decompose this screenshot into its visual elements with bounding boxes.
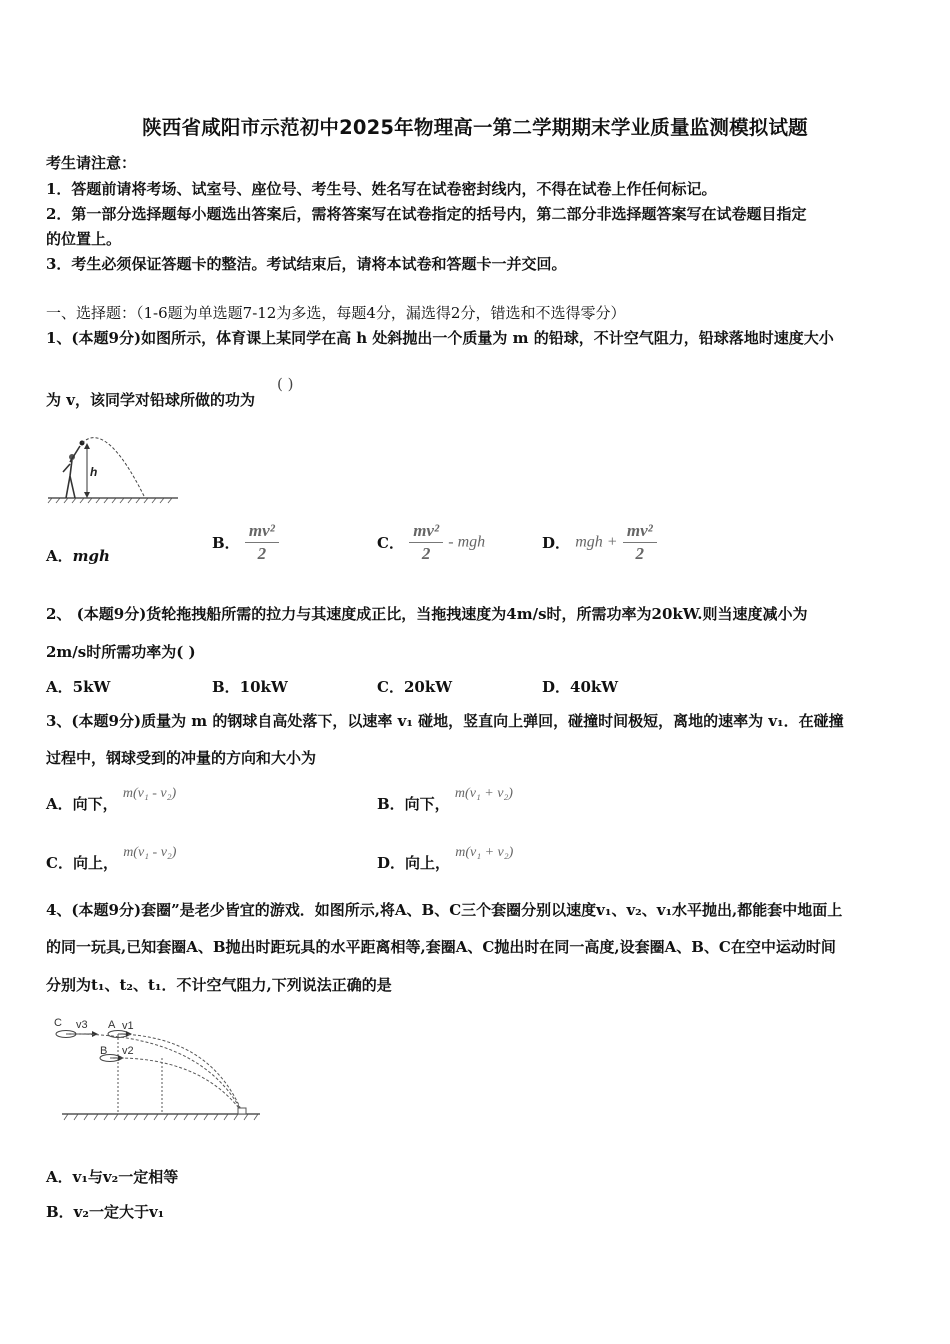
trajectory-c [66, 1034, 242, 1112]
toy [238, 1108, 246, 1114]
q2-option-c[interactable]: C．20kW [377, 678, 453, 696]
q2-option-b[interactable]: B．10kW [212, 678, 288, 696]
q2-option-d[interactable]: D．40kW [542, 678, 619, 696]
page-title: 陕西省咸阳市示范初中2025年物理高一第二学期期末学业质量监测模拟试题 [142, 116, 808, 139]
notice-item-3: 3．考生必须保证答题卡的整洁。考试结束后，请将本试卷和答题卡一并交回。 [46, 255, 567, 273]
q3-option-d[interactable]: D．向上， m(v₁ + v₂) [377, 845, 514, 872]
q1-shot-put-figure [46, 432, 180, 504]
ground-hatch [64, 1114, 258, 1120]
q1-option-d[interactable]: D． mgh + $\frac{\text{mv²}}{2}$ [542, 520, 657, 565]
q3-stem-line1: 3、(本题9分)质量为 m 的钢球自高处落下，以速率 v₁ 碰地，竖直向上弹回，碰撞时间极短，离地的速率为 v₁．在碰撞 [46, 712, 844, 730]
label-a: A [108, 1019, 116, 1031]
label-v2: v2 [122, 1045, 134, 1057]
height-label: h [90, 465, 98, 479]
q3-option-c[interactable]: C．向上， m(v₁ - v₂) [46, 845, 177, 872]
q2-stem-line1: 2、 (本题9分)货轮拖拽船所需的拉力与其速度成正比，当拖拽速度为4m/s时，所需功率为20kW.则当速度减小为 [46, 605, 808, 623]
section-heading: 一、选择题：（1-6题为单选题7-12为多选，每题4分，漏选得2分，错选和不选得零分） [46, 304, 626, 322]
q4-stem-line1: 4、(本题9分)套圈”是老少皆宜的游戏．如图所示,将A、B、C三个套圈分别以速度v₁、v₂、v₁水平抛出,都能套中地面上 [46, 901, 843, 919]
q2-stem-line2: 2m/s时所需功率为( ) [46, 643, 196, 661]
q1-option-c[interactable]: C． $\frac{\text{mv²}}{2}$ - mgh [377, 521, 486, 563]
label-v3: v3 [76, 1019, 88, 1031]
notice-item-1: 1．答题前请将考场、试室号、座位号、考生号、姓名写在试卷密封线内，不得在试卷上作任何标记。 [46, 180, 717, 198]
fraction-mv2-over-2: $\frac{\text{mv²}}{2}$ [245, 520, 279, 565]
q3-stem-line2: 过程中，钢球受到的冲量的方向和大小为 [46, 749, 317, 767]
ground-hatch [48, 498, 172, 503]
notice-heading: 考生请注意： [46, 154, 137, 172]
q3-option-a[interactable]: A．向下， m(v₁ - v₂) [46, 786, 177, 813]
q1-stem-line2: 为 v，该同学对铅球所做的功为 [46, 391, 255, 409]
athlete-figure [63, 446, 80, 498]
q1-stem-line1: 1、(本题9分)如图所示，体育课上某同学在高 h 处斜抛出一个质量为 m 的铅球，不计空气阻力，铅球落地时速度大小 [46, 329, 834, 347]
notice-item-2-cont: 的位置上。 [46, 230, 122, 248]
q4-stem-line3: 分别为t₁、t₂、t₁．不计空气阻力,下列说法正确的是 [46, 976, 392, 994]
label-b: B [100, 1045, 108, 1057]
q4-stem-line2: 的同一玩具,已知套圈A、B抛出时距玩具的水平距离相等,套圈A、C抛出时在同一高度,设套圈A、B、C在空中运动时间 [46, 938, 836, 956]
q3-option-b[interactable]: B．向下， m(v₁ + v₂) [377, 786, 513, 813]
label-v1: v1 [122, 1020, 134, 1032]
notice-item-2: 2．第一部分选择题每小题选出答案后，需将答案写在试卷指定的括号内，第二部分非选择题答案写在试卷题目指定 [46, 205, 807, 223]
trajectory-b [110, 1058, 242, 1112]
trajectory-a [118, 1034, 242, 1112]
q1-answer-bracket: ( ) [277, 375, 294, 393]
label-c: C [54, 1017, 62, 1029]
q1-option-a[interactable]: A．mgh [46, 547, 110, 565]
q4-option-b[interactable]: B．v₂一定大于v₁ [46, 1203, 165, 1221]
q4-ring-toss-figure [50, 1012, 266, 1124]
q1-option-b[interactable]: B． $\frac{\text{mv²}}{2}$ [212, 520, 279, 565]
q4-option-a[interactable]: A．v₁与v₂一定相等 [46, 1168, 179, 1186]
q2-option-a[interactable]: A．5kW [46, 678, 111, 696]
